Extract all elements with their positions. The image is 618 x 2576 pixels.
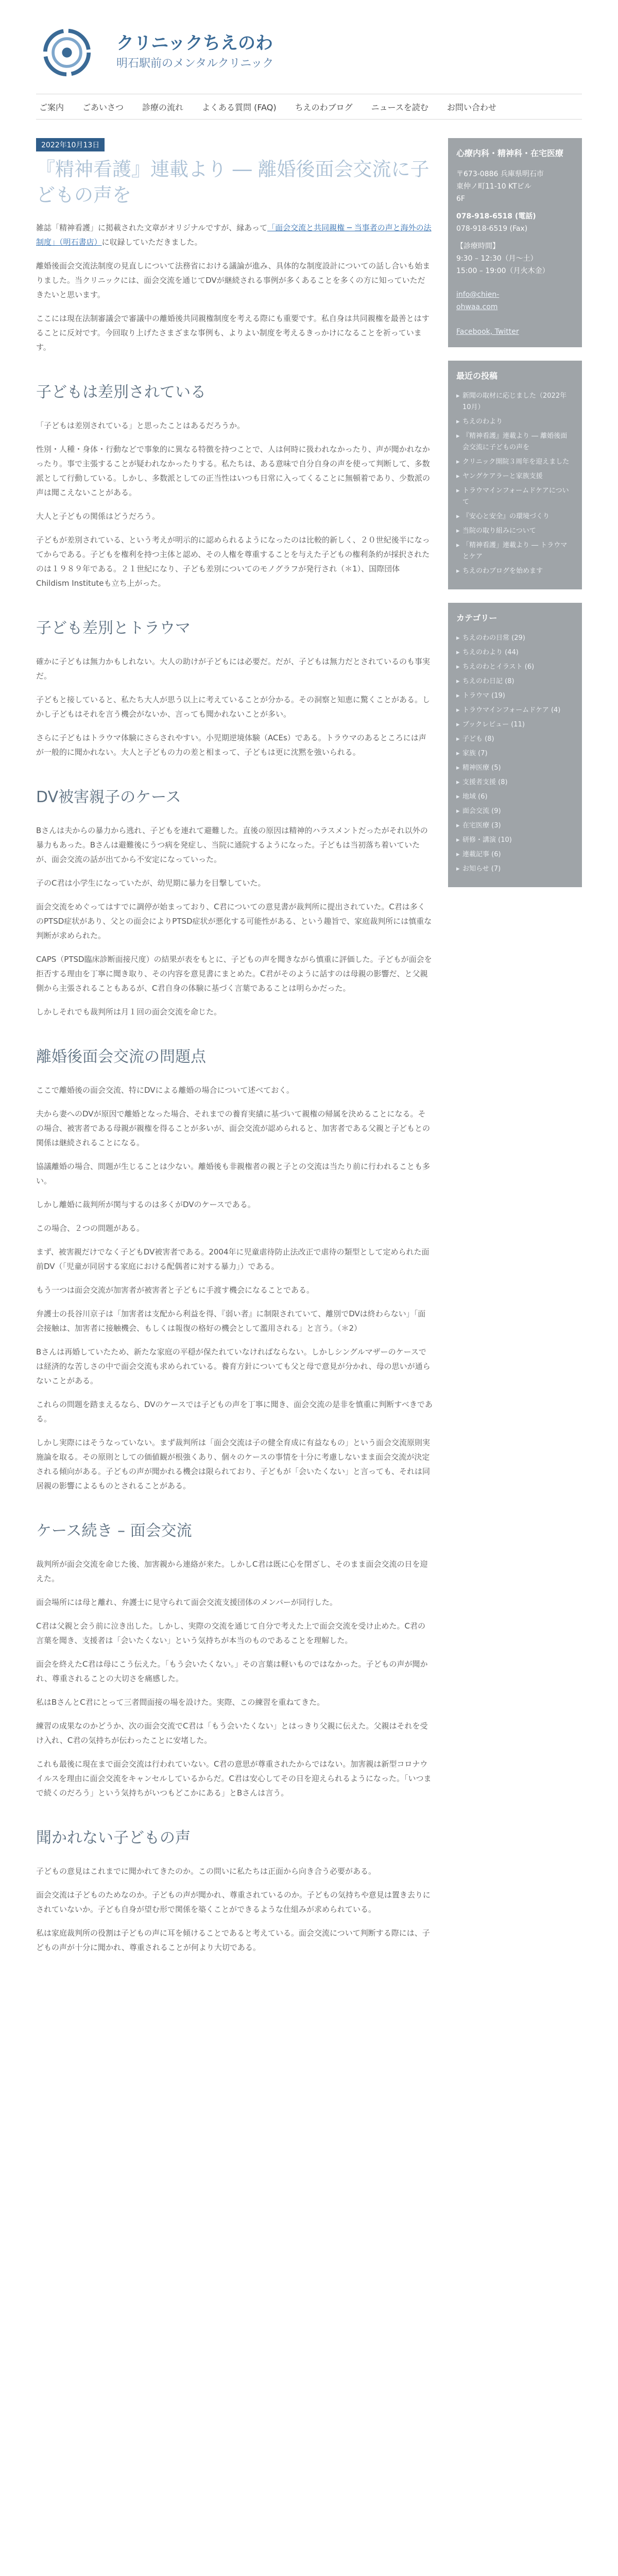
section-5-paragraph: C君は父親と会う前に泣き出した。しかし、実際の交流を通じて自分で考えた上で面会交流を受け止めた。C君の言葉を聞き、支援者は「会いたくない」という気持ちが本当のものであることを理解した。 [36,1621,425,1645]
recent-post-link[interactable]: ▸ 「精神看護」連載より ― トラウマとケア [456,540,574,563]
recent-post-link[interactable]: ▸ 新聞の取材に応じました（2022年10月） [456,391,574,413]
section-1-paragraph: 「子どもは差別されている」と思ったことはあるだろうか。 [36,421,245,430]
recent-post-link[interactable]: ▸ ちえのわブログを始めます [456,566,574,577]
section-heading-5: ケース続き – 面会交流 [36,1522,192,1540]
section-3-paragraph: 面会交流をめぐってはすでに調停が始まっており、C君についての意見書が裁判所に提出されていた。C君は多くのPTSD症状があり、父との面会によりPTSD症状が悪化する可能性がある、という趣旨で、家庭裁判所には慎重な判断が求められた。 [36,902,432,940]
section-3-paragraph: CAPS（PTSD臨床診断面接尺度）の結果が表をもとに、子どもの声を聞きながら慎重に評価した。子どもが面会を拒否する理由を丁寧に聞き取り、その内容を意見書にまとめた。C君がそのように話すのは母親の影響だ、と父親側から主張されることもあるが、C君自身の体験に基づく言葉であることは明らかだった。 [36,955,432,993]
section-4-paragraph: これらの問題を踏まえるなら、DVのケースでは子どもの声を丁寧に聞き、面会交流の是非を慎重に判断すべきである。 [36,1400,433,1423]
recent-posts-title: 最近の投稿 [456,371,498,381]
category-link[interactable]: ▸ 支援者支援 (8) [456,777,574,788]
category-link[interactable]: ▸ ちえのわとイラスト (6) [456,662,574,673]
recent-post-link[interactable]: ▸ ヤングケアラーと家族支援 [456,471,574,482]
intro-text-b: に収録していただきました。 [101,238,202,247]
section-3-paragraph: しかしそれでも裁判所は月１回の面会交流を命じた。 [36,1007,222,1016]
post-intro-2: 離婚後面会交流法制度の見直しについて法務省における議論が進み、具体的な制度設計についての話し合いも始まりました。当クリニックには、面会交流を通じてDVが継続される事例が多くあることを多くの方に知っていただきたいと思います。 [36,261,431,299]
site-header [0,0,618,112]
section-1-paragraph: 大人と子どもの関係はどうだろう。 [36,512,160,521]
section-3-paragraph: Bさんは夫からの暴力から逃れ、子どもを連れて避難した。直後の原因は精神的ハラスメントだったがそれ以外の暴力もあった。Bさんは避難後にうつ病を発症し、当院に通院するようになった。子どもは当初落ち着いていたが、面会交流の話が出てから不安定になっていった。 [36,826,428,864]
section-4-paragraph: もう一つは面会交流が加害者が被害者と子どもに手渡す機会になることである。 [36,1285,315,1295]
category-link[interactable]: ▸ 面会交流 (9) [456,806,574,817]
section-5-paragraph: これも最後に現在まで面会交流は行われていない。C君の意思が尊重されたからではない。加害親は新型コロナウイルスを理由に面会交流をキャンセルしているからだ。C君は安心してその日を迎えられるようになった。「いつまで続くのだろう」という気持ちがいつもどこかにある」とBさんは言う。 [36,1759,432,1798]
section-2-paragraph: 確かに子どもは無力かもしれない。大人の助けが子どもには必要だ。だが、子どもは無力だとされているのも事実だ。 [36,657,431,681]
categories-title: カテゴリー [456,613,497,623]
section-heading-4: 離婚後面会交流の問題点 [36,1048,206,1066]
section-5-paragraph: 面会場所には母と離れ、弁護士に見守られて面会交流支援団体のメンバーが同行した。 [36,1598,337,1607]
clinic-email [456,289,574,313]
category-link[interactable]: ▸ ちえのわ日記 (8) [456,676,574,687]
category-link[interactable]: ▸ 連載記事 (6) [456,849,574,860]
nav-item-contact[interactable]: お問い合わせ [447,102,496,112]
category-link[interactable]: ▸ お知らせ (7) [456,863,574,875]
section-heading-2: 子ども差別とトラウマ [36,619,191,637]
section-4-paragraph: しかし離婚に裁判所が関与するのは多くがDVのケースである。 [36,1200,255,1209]
logo[interactable] [36,22,98,83]
post-title: 『精神看護』連載より ― 離婚後面会交流に子どもの声を [36,158,430,206]
email-link[interactable]: ohwaa.com [456,303,498,311]
address-line: 東仲ノ町11-10 KTビル [456,182,531,191]
section-4-paragraph: この場合、２つの問題がある。 [36,1224,145,1233]
nav-item-flow[interactable]: 診療の流れ [142,102,184,112]
section-1-paragraph: 性別・人種・身体・行動などで事象的に異なる特徴を持つことで、人は何時に扱われなかったり、声が聞かれなかったり。事で主張することが疑われなかったりする。私たちは、ある意味で自分自身の声を使って判断して、多数派として行動している。しかし、多数派としての正当性はいつも日常に入ってくることに無頓着であり、少数派の声は聞こえないことがある。 [36,445,431,497]
recent-post-link[interactable]: ▸ ちえのわより [456,416,574,428]
category-link[interactable]: ▸ トラウマインフォームドケア (4) [456,705,574,716]
section-6-paragraph: 面会交流は子どものためなのか。子どもの声が聞かれ、尊重されているのか。子どもの気持ちや意見は置き去りにされていないか。子ども自身が望む形で関係を築くことができるような仕組みが求められている。 [36,1890,431,1914]
book-link[interactable]: 「面会交流と共同親権 ─ 当事者の声と海外の法制度」（明石書店） [36,223,432,247]
nav-item-faq[interactable]: よくある質問 (FAQ) [202,102,277,112]
post-intro-1 [36,221,433,249]
section-4-paragraph: ここで離婚後の面会交流、特にDVによる離婚の場合について述べておく。 [36,1086,294,1095]
section-4-paragraph: Bさんは再婚していたため、新たな家庭の平穏が保たれていなければならない。しかしシングルマザーのケースでは経済的な苦しさの中で面会交流も求められている。養育方針についても父と母で意見が分かれ、母の思いが通らないことがある。 [36,1347,431,1385]
site-title[interactable]: クリニックちえのわ [116,33,273,54]
category-link[interactable]: ▸ 地域 (6) [456,791,574,803]
section-2-paragraph: さらに子どもはトラウマ体験にさらされやすい。小児期逆境体験（ACEs）である。トラウマのあるところには声が一般的に聞かれない。大人と子どもの力の差と相まって、子どもは更に沈黙を強いられる。 [36,733,426,757]
clinic-hours [456,240,574,277]
section-heading-6: 聞かれない子どもの声 [36,1829,191,1847]
post-date-badge: 2022年10月13日 [36,138,105,151]
categories-widget [448,603,582,887]
address-line: 〒673-0886 兵庫県明石市 [456,170,544,178]
clinic-logo-icon[interactable] [36,22,98,83]
section-4-paragraph: まず、被害親だけでなく子どもDV被害者である。2004年に児童虐待防止法改正で虐待の類型として定められた面前DV（「児童が同居する家庭における配偶者に対する暴力」）である。 [36,1247,430,1271]
section-4-paragraph: 夫から妻へのDVが原因で離婚となった場合、それまでの養育実績に基づいて親権の帰属を決めることになる。その場合、被害者である母親が親権を得ることが多いが、面会交流が認められると、加害者である父親と子どもとの関係は継続されることになる。 [36,1109,431,1147]
recent-posts-widget [448,361,582,589]
recent-posts-list [456,391,574,577]
intro-text-a: 雑誌「精神看護」に掲載された文章がオリジナルですが、縁あって [36,223,268,232]
recent-post-link[interactable]: ▸ 『安心と安全』の環境づくり [456,511,574,522]
section-1-paragraph: 子どもが差別されている、という考えが明示的に認められるようになったのは比較的新しく、２０世紀後半になってからである。子どもを権利を持つ主体と認め、その人権を尊重することを与えた子どもの権利条約が採択されたのは１９８９年である。２１世紀になり、子ども差別についてのモノグラフが発行され（＊1）、国際団体Childism Instituteも立ち上がった。 [36,535,430,588]
post-intro-3: ここには現在法制審議会で審議中の離婚後共同親権制度を考える際にも重要です。私自身は共同親権を最善とはすることに反対です。今回取り上げたさまざまな事例も、よりよい制度を考えるきっかけになることを祈っています。 [36,314,430,352]
hours-line: 15:00 – 19:00（月火木金） [456,267,550,275]
nav-item-blog[interactable]: ちえのわブログ [295,102,353,112]
section-2-paragraph: 子どもと接していると、私たち大人が思う以上に考えていることが分かる。その洞察と知恵に驚くことがある。しかし子どもはそれを言う機会がないか、言っても聞かれないことが多い。 [36,695,431,719]
nav-item-guide[interactable]: ご案内 [39,102,64,112]
section-5-paragraph: 練習の成果なのかどうか、次の面会交流でC君は「もう会いたくない」とはっきり父親に伝えた。父親はそれを受け入れ、C君の気持ちが伝わったことに安堵した。 [36,1721,428,1745]
recent-post-link[interactable]: ▸ クリニック開院３周年を迎えました [456,456,574,468]
hours-title: 【診療時間】 [456,242,500,250]
post-content [36,138,433,1964]
category-link[interactable]: ▸ 在宅医療 (3) [456,820,574,832]
section-6-paragraph: 私は家庭裁判所の役割は子どもの声に耳を傾けることであると考えている。面会交流について判断する際には、子どもの声が十分に聞かれ、尊重されることが何より大切である。 [36,1928,430,1952]
section-5-paragraph: 裁判所が面会交流を命じた後、加害親から連絡が来た。しかしC君は既に心を閉ざし、そのまま面会交流の日を迎えた。 [36,1560,428,1583]
section-5-paragraph: 私はBさんとC君にとって三者間面接の場を設けた。実際、この練習を重ねてきた。 [36,1698,325,1707]
section-4-paragraph: 協議離婚の場合、問題が生じることは少ない。離婚後も非親権者の親と子との交流は当たり前に行われることも多い。 [36,1162,431,1185]
recent-post-link[interactable]: ▸ 『精神看護』連載より ― 離婚後面会交流に子どもの声を [456,431,574,453]
fax-number: 078-918-6519 (Fax) [456,225,528,233]
section-4-paragraph: 弁護士の長谷川京子は「加害者は支配から利益を得、『弱い者』に制限されていて、離別でDVは終わらない」「面会接触は、加害者に接触機会、もしくは報復の格好の機会として濫用される」と言う。（＊2） [36,1309,426,1333]
section-heading-3: DV被害親子のケース [36,788,181,806]
site-description: 明石駅前のメンタルクリニック [116,57,274,70]
clinic-phone [456,210,574,235]
clinic-address [456,168,574,205]
address-line: 6F [456,195,465,203]
section-3-paragraph: 子のC君は小学生になっていたが、幼児期に暴力を目撃していた。 [36,878,266,888]
nav-item-news[interactable]: ニュースを読む [371,102,428,112]
clinic-info-title: 心療内科・精神科・在宅医療 [456,148,564,158]
section-5-paragraph: 面会を終えたC君は母にこう伝えた。「もう会いたくない。」その言葉は軽いものではなかった。子どもの声が聞かれ、尊重されることの大切さを痛感した。 [36,1659,428,1683]
category-link[interactable]: ▸ 精神医療 (5) [456,762,574,774]
recent-post-link[interactable]: ▸ トラウマインフォームドケアについて [456,485,574,508]
category-link[interactable]: ▸ ちえのわの日常 (29) [456,633,574,644]
email-link[interactable]: info@chien- [456,291,500,299]
phone-number[interactable]: 078-918-6518 (電話) [456,212,536,221]
social-links [456,326,574,338]
clinic-info-widget [448,138,582,347]
category-link[interactable]: ▸ ブックレビュー (11) [456,719,574,731]
categories-list [456,633,574,875]
recent-post-link[interactable]: ▸ 当院の取り組みについて [456,526,574,537]
section-heading-1: 子どもは差別されている [36,383,206,401]
nav-item-greeting[interactable]: ごあいさつ [82,102,124,112]
category-link[interactable]: ▸ 研修・講演 (10) [456,835,574,846]
sidebar [448,138,582,901]
social-link[interactable]: Facebook, Twitter [456,328,519,336]
category-link[interactable]: ▸ トラウマ (19) [456,690,574,702]
section-4-paragraph: しかし実際にはそうなっていない。まず裁判所は「面会交流は子の健全育成に有益なもの」という面会交流原則実施論を取る。その原則としての価値観が根強くあり、個々のケースの事情を十分に考慮しないまま面会交流が決定される傾向がある。子どもの声が聞かれる機会は限られており、子どもが「会いたくない」と言っても、それは同居親の影響によるものとされることがある。 [36,1438,431,1490]
category-link[interactable]: ▸ ちえのわより (44) [456,647,574,658]
section-6-paragraph: 子どもの意見はこれまでに聞かれてきたのか。この問いに私たちは正面から向き合う必要がある。 [36,1867,376,1876]
category-link[interactable]: ▸ 家族 (7) [456,748,574,759]
hours-line: 9:30 – 12:30（月〜土） [456,255,538,263]
main-navigation [36,94,582,120]
category-link[interactable]: ▸ 子ども (8) [456,734,574,745]
